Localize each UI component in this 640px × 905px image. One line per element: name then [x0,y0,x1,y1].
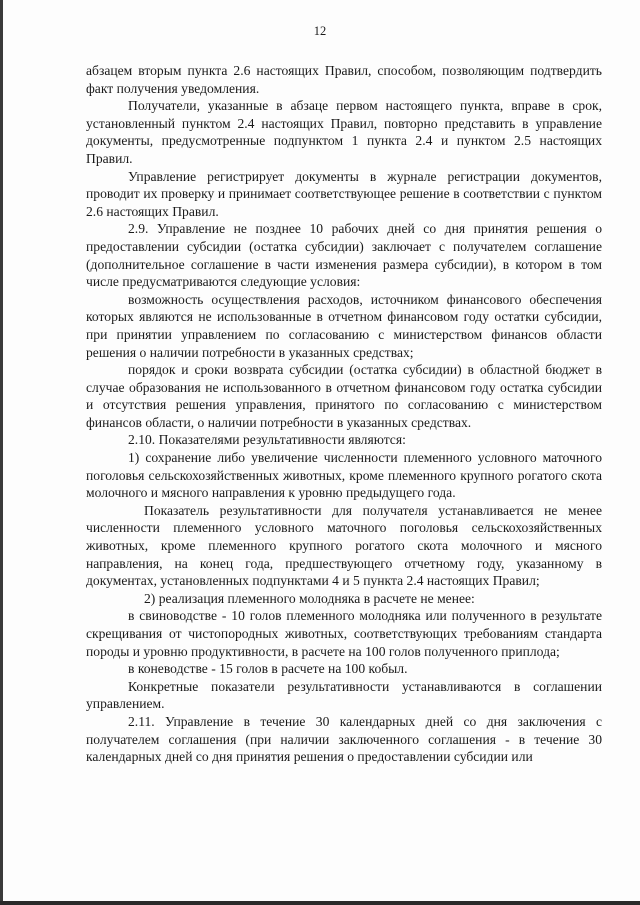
scan-edge-left [0,0,3,905]
paragraph: 1) сохранение либо увеличение численности племенного условного маточного поголовья сельскохозяйственных животных, кроме племенного крупного рогатого скота молочного и мясного направления к уровню предыдущего года. [86,450,602,501]
paragraph: Управление регистрирует документы в журнале регистрации документов, проводит их проверку и принимает соответствующее решение в соответствии с пунктом 2.6 настоящих Правил. [86,168,602,219]
paragraph: возможность осуществления расходов, источником финансового обеспечения которых являются не использованные в отчетном финансовом году остатки субсидии, при принятии управлением по согласованию с министерством финансов области решения о наличии потребности в указанных средствах; [86,291,602,360]
scan-edge-bottom [0,901,640,905]
document-body [86,62,602,766]
paragraph: 2.11. Управление в течение 30 календарных дней со дня заключения с получателем соглашения (при наличии заключенного соглашения - в течение 30 календарных дней со дня принятия решения о предоставлении субсидии или [86,713,602,765]
paragraph: абзацем вторым пункта 2.6 настоящих Правил, способом, позволяющим подтвердить факт получения уведомления. [86,63,602,96]
paragraph: Показатель результативности для получателя устанавливается не менее численности племенного условного маточного поголовья сельскохозяйственных животных, кроме племенного крупного рогатого скота молочного и мясного направления, на конец года, предшествующего отчетному году, указанному в документах, установленных подпунктами 4 и 5 пункта 2.4 настоящих Правил; [86,502,602,589]
paragraph: 2.9. Управление не позднее 10 рабочих дней со дня принятия решения о предоставлении субсидии (остатка субсидии) заключает с получателем соглашение (дополнительное соглашение в части изменения размера субсидии), в котором в том числе предусматриваются следующие условия: [86,221,602,290]
paragraph: 2.10. Показателями результативности являются: [128,432,406,448]
paragraph: в свиноводстве - 10 голов племенного молодняка или полученного в результате скрещивания от чистопородных животных, соответствующих требованиям стандарта породы и уровню продуктивности, в расчете на 100 голов полученного приплода; [86,608,602,659]
page-number: 12 [313,24,327,38]
paragraph: порядок и сроки возврата субсидии (остатка субсидии) в областной бюджет в случае образования не использованного в отчетном финансовом году остатка субсидии и отсутствия решения управления, принятого по согласованию с министерством финансов области, о наличии потребности в указанных средствах. [86,362,602,430]
paragraph: 2) реализация племенного молодняка в расчете не менее: [144,590,475,606]
paragraph: Конкретные показатели результативности устанавливаются в соглашении управлением. [86,678,602,712]
paragraph: Получатели, указанные в абзаце первом настоящего пункта, вправе в срок, установленный пунктом 2.4 настоящих Правил, повторно представить в управление документы, предусмотренные подпунктом 1 пункта 2.4 и пунктом 2.5 настоящих Правил. [86,98,602,166]
paragraph: в коневодстве - 15 голов в расчете на 100 кобыл. [128,661,408,677]
